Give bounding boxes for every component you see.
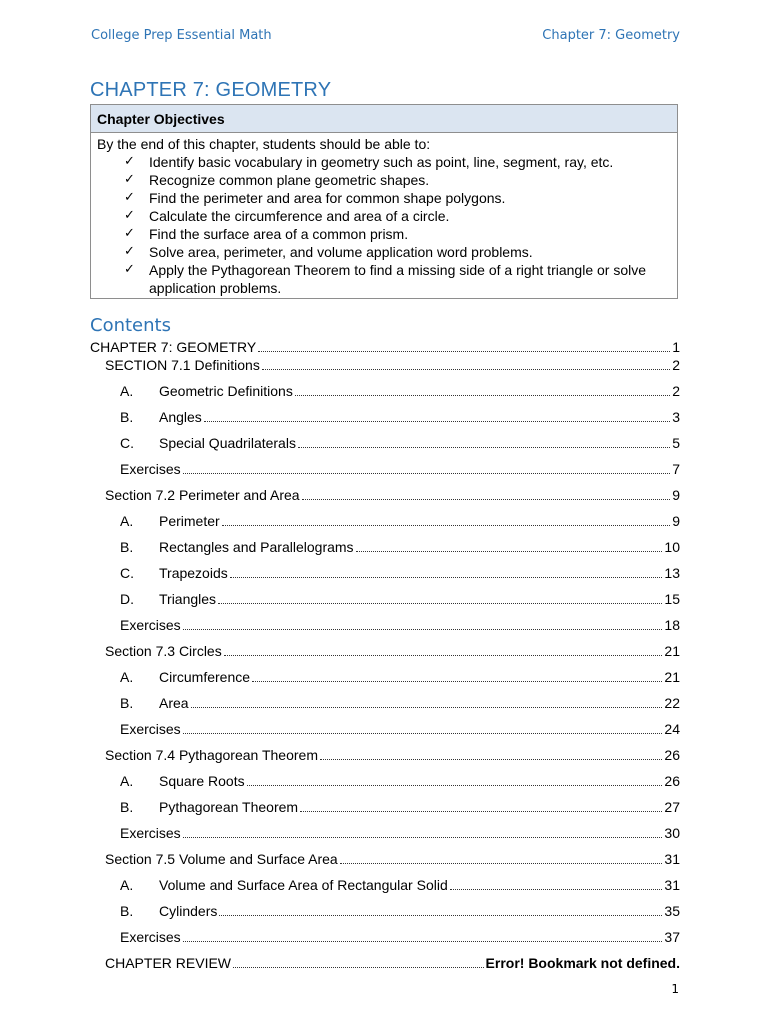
objective-item: [124, 243, 671, 261]
toc-entry-subsection[interactable]: [90, 586, 680, 612]
toc-entry-section[interactable]: [90, 638, 680, 664]
toc-entry-section[interactable]: [90, 742, 680, 768]
toc-entry-subsection[interactable]: [90, 404, 680, 430]
objectives-list: [97, 153, 671, 297]
toc-entry-subsection[interactable]: [90, 664, 680, 690]
toc-entry-chapter[interactable]: [90, 339, 680, 357]
toc-entry-exercises[interactable]: [90, 716, 680, 742]
toc-leader: [302, 499, 671, 500]
toc-leader: [204, 421, 670, 422]
checkmark-icon: ✓: [124, 226, 135, 241]
toc-label: Circumference: [159, 669, 251, 685]
toc-page: 27: [664, 799, 680, 815]
toc-page: 24: [664, 721, 680, 737]
toc-leader: [218, 603, 662, 604]
toc-page: 35: [664, 903, 680, 919]
toc-label: CHAPTER 7: GEOMETRY: [90, 339, 257, 355]
page-number: 1: [671, 982, 679, 996]
objective-item: [124, 207, 671, 225]
toc-page: 7: [672, 461, 680, 477]
toc-page: 30: [664, 825, 680, 841]
toc-leader: [183, 733, 663, 734]
toc-letter: B.: [120, 695, 134, 711]
toc-entry-section[interactable]: [90, 357, 680, 378]
toc-page: 15: [664, 591, 680, 607]
running-header-right: Chapter 7: Geometry: [542, 28, 680, 43]
toc-page: 2: [672, 383, 680, 399]
toc-page: 21: [664, 669, 680, 685]
toc-leader: [183, 837, 663, 838]
toc-entry-subsection[interactable]: [90, 768, 680, 794]
toc-label: Pythagorean Theorem: [159, 799, 299, 815]
toc-page: 37: [664, 929, 680, 945]
toc-page: 31: [664, 851, 680, 867]
running-header-left: College Prep Essential Math: [91, 28, 272, 43]
toc-entry-subsection[interactable]: [90, 430, 680, 456]
toc-letter: D.: [120, 591, 134, 607]
toc-label: Section 7.5 Volume and Surface Area: [105, 851, 338, 867]
objective-item: [124, 261, 671, 297]
toc-leader: [300, 811, 662, 812]
toc-entry-subsection[interactable]: [90, 508, 680, 534]
toc-leader: [258, 351, 670, 352]
toc-page-error: Error! Bookmark not defined.: [485, 955, 680, 971]
toc-letter: C.: [120, 565, 134, 581]
toc-leader: [247, 785, 663, 786]
toc-label: SECTION 7.1 Definitions: [105, 357, 260, 373]
toc-label: Triangles: [159, 591, 217, 607]
toc-label: Volume and Surface Area of Rectangular Solid: [159, 877, 448, 893]
objective-item: [124, 189, 671, 207]
toc-page: 1: [672, 339, 680, 355]
toc-leader: [233, 967, 484, 968]
toc-label: Area: [159, 695, 189, 711]
objectives-body: [91, 133, 677, 298]
toc-leader: [224, 655, 663, 656]
toc-entry-subsection[interactable]: [90, 794, 680, 820]
toc-leader: [262, 369, 670, 370]
toc-leader: [295, 395, 670, 396]
toc-letter: A.: [120, 877, 134, 893]
toc-letter: B.: [120, 409, 134, 425]
checkmark-icon: ✓: [124, 172, 135, 187]
toc-letter: C.: [120, 435, 134, 451]
toc-page: 21: [664, 643, 680, 659]
toc-page: 9: [672, 513, 680, 529]
objective-text: Recognize common plane geometric shapes.: [149, 172, 430, 188]
toc-entry-section[interactable]: [90, 482, 680, 508]
checkmark-icon: ✓: [124, 154, 135, 169]
toc-entry-subsection[interactable]: [90, 560, 680, 586]
toc-entry-subsection[interactable]: [90, 690, 680, 716]
toc-entry-subsection[interactable]: [90, 378, 680, 404]
checkmark-icon: ✓: [124, 208, 135, 223]
chapter-title: CHAPTER 7: GEOMETRY: [90, 79, 332, 101]
toc-label: Section 7.3 Circles: [105, 643, 222, 659]
toc-entry-exercises[interactable]: [90, 820, 680, 846]
objective-text: Identify basic vocabulary in geometry such as point, line, segment, ray, etc.: [149, 154, 614, 170]
toc-label: Trapezoids: [159, 565, 228, 581]
toc-page: 26: [664, 773, 680, 789]
toc-page: 3: [672, 409, 680, 425]
toc-page: 26: [664, 747, 680, 763]
toc-page: 31: [664, 877, 680, 893]
toc-leader: [183, 629, 663, 630]
checkmark-icon: ✓: [124, 244, 135, 259]
toc-entry-exercises[interactable]: [90, 924, 680, 950]
toc-entry-subsection[interactable]: [90, 898, 680, 924]
objective-text: Find the surface area of a common prism.: [149, 226, 409, 242]
toc-entry-chapter-review[interactable]: [90, 950, 680, 976]
toc-page: 10: [664, 539, 680, 555]
toc-label: Perimeter: [159, 513, 220, 529]
toc-entry-exercises[interactable]: [90, 612, 680, 638]
checkmark-icon: ✓: [124, 190, 135, 205]
toc-leader: [298, 447, 670, 448]
toc-label: Section 7.2 Perimeter and Area: [105, 487, 300, 503]
toc-letter: B.: [120, 539, 134, 555]
toc-leader: [320, 759, 662, 760]
toc-leader: [191, 707, 663, 708]
toc-letter: A.: [120, 773, 134, 789]
checkmark-icon: ✓: [124, 262, 135, 277]
toc-label: Special Quadrilaterals: [159, 435, 296, 451]
toc-label: Square Roots: [159, 773, 245, 789]
toc-leader: [230, 577, 663, 578]
objective-text: Find the perimeter and area for common shape polygons.: [149, 190, 506, 206]
toc-letter: B.: [120, 903, 134, 919]
objective-item: [124, 225, 671, 243]
toc-letter: A.: [120, 383, 134, 399]
toc-leader: [183, 473, 671, 474]
toc-label: Exercises: [120, 721, 181, 737]
toc-page: 5: [672, 435, 680, 451]
toc-leader: [219, 915, 662, 916]
toc-page: 2: [672, 357, 680, 373]
toc-letter: B.: [120, 799, 134, 815]
toc-label: Exercises: [120, 929, 181, 945]
toc-entry-section[interactable]: [90, 846, 680, 872]
toc-entry-subsection[interactable]: [90, 872, 680, 898]
toc-letter: A.: [120, 669, 134, 685]
objective-text: Calculate the circumference and area of a circle.: [149, 208, 450, 224]
contents-heading: Contents: [90, 315, 171, 336]
toc-label: Exercises: [120, 825, 181, 841]
toc-label: Cylinders: [159, 903, 218, 919]
toc-leader: [450, 889, 663, 890]
toc-page: 22: [664, 695, 680, 711]
toc-letter: A.: [120, 513, 134, 529]
objectives-intro: By the end of this chapter, students should be able to:: [97, 136, 431, 152]
toc-label: Exercises: [120, 617, 181, 633]
objective-item: [124, 153, 671, 171]
objectives-heading: Chapter Objectives: [91, 105, 677, 133]
toc-entry-subsection[interactable]: [90, 534, 680, 560]
objective-text: Solve area, perimeter, and volume application word problems.: [149, 244, 533, 260]
objectives-box: [90, 104, 678, 299]
toc-label: Section 7.4 Pythagorean Theorem: [105, 747, 318, 763]
objective-item: [124, 171, 671, 189]
toc-page: 9: [672, 487, 680, 503]
toc-leader: [356, 551, 663, 552]
toc-page: 18: [664, 617, 680, 633]
toc-label: CHAPTER REVIEW: [105, 955, 232, 971]
toc-entry-exercises[interactable]: [90, 456, 680, 482]
toc-page: 13: [664, 565, 680, 581]
toc-leader: [252, 681, 662, 682]
toc-leader: [183, 941, 663, 942]
toc-leader: [222, 525, 671, 526]
table-of-contents: [90, 339, 680, 976]
objective-text: Apply the Pythagorean Theorem to find a missing side of a right triangle or solve application problems.: [149, 262, 647, 296]
toc-label: Rectangles and Parallelograms: [159, 539, 354, 555]
toc-label: Angles: [159, 409, 202, 425]
toc-label: Geometric Definitions: [159, 383, 293, 399]
toc-label: Exercises: [120, 461, 181, 477]
toc-leader: [340, 863, 663, 864]
